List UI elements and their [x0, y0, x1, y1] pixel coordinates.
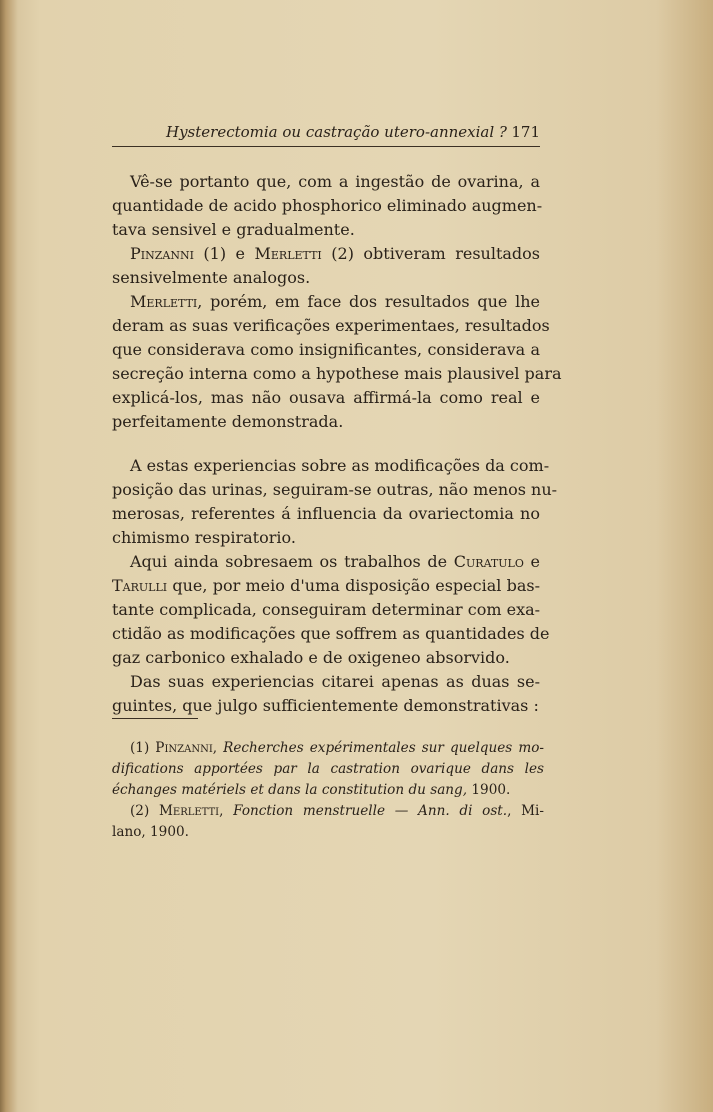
text-run: Aqui ainda sobresaem os trabalhos de: [130, 552, 454, 571]
text-run: que, por meio d'uma disposição especial bas-: [167, 576, 540, 595]
footnote-rule: [112, 718, 198, 719]
text-run: , Mi-: [507, 803, 544, 819]
text-line: [112, 574, 540, 598]
text-line: quantidade de acido phosphorico eliminado augmen-: [112, 196, 543, 215]
text-line: tava sensivel e gradualmente.: [112, 220, 355, 239]
citation-title: Recherches expérimentales sur quelques mo-: [223, 740, 544, 756]
footnotes: [112, 738, 544, 843]
text-line: secreção interna como a hypothese mais plausivel para: [112, 364, 562, 383]
text-line: A estas experiencias sobre as modificações da com-: [130, 456, 550, 475]
footnote-marker: (2): [130, 803, 159, 819]
author-name: Pinzanni: [130, 244, 194, 263]
running-title: Hysterectomia ou castração utero-annexial ?: [166, 123, 507, 141]
footnote-line: [112, 801, 544, 822]
page-number: 171: [511, 123, 540, 141]
text-line: explicá-los, mas não ousava affirmá-la como real e: [112, 388, 540, 407]
text-run: e: [523, 552, 540, 571]
text-line: perfeitamente demonstrada.: [112, 412, 344, 431]
footnote-line: [112, 780, 544, 801]
text-line: sensivelmente analogos.: [112, 268, 311, 287]
text-run: (2) obtiveram resultados: [321, 244, 541, 263]
running-head: [112, 121, 540, 143]
text-line: merosas, referentes á influencia da ovariectomia no: [112, 504, 540, 523]
header-rule: [112, 146, 540, 147]
text-line: posição das urinas, seguiram-se outras, não menos nu-: [112, 480, 558, 499]
text-line: gaz carbonico exhalado e de oxigeneo absorvido.: [112, 648, 510, 667]
text-line: ctidão as modificações que soffrem as quantidades de: [112, 624, 550, 643]
footnote-line: [112, 738, 544, 759]
author-name: Merletti: [158, 803, 220, 819]
text-line: Vê-se portanto que, com a ingestão de ovarina, a: [130, 172, 540, 191]
text-line: que considerava como insignificantes, considerava a: [112, 340, 540, 359]
text-run: ,: [212, 740, 224, 756]
paragraph-gap: [112, 434, 540, 454]
footnote-line: difications apportées par la castration ovarique dans les: [112, 761, 544, 777]
citation-title: échanges matériels et dans la constitution du sang,: [112, 782, 468, 798]
author-name: Merletti: [130, 292, 198, 311]
citation-title: Fonction menstruelle — Ann. di ost.: [233, 803, 508, 819]
text-run: , porém, em face dos resultados que lhe: [197, 292, 540, 311]
footnote-line: lano, 1900.: [112, 824, 189, 840]
author-name: Pinzanni: [155, 740, 213, 756]
text-run: 1900.: [467, 782, 511, 798]
text-line: [112, 242, 540, 266]
text-line: tante complicada, conseguiram determinar com exa-: [112, 600, 541, 619]
author-name: Tarulli: [112, 576, 168, 595]
author-name: Merletti: [254, 244, 322, 263]
author-name: Curatulo: [453, 552, 524, 571]
text-line: Das suas experiencias citarei apenas as duas se-: [130, 672, 540, 691]
body-text: [112, 170, 562, 718]
text-line: deram as suas verificações experimentaes, resultados: [112, 316, 550, 335]
text-line: chimismo respiratorio.: [112, 528, 296, 547]
footnote-marker: (1): [130, 740, 156, 756]
text-line: [112, 290, 540, 314]
text-line: [112, 550, 540, 574]
text-run: ,: [219, 803, 234, 819]
text-run: (1) e: [193, 244, 255, 263]
text-line: guintes, que julgo sufficientemente demonstrativas :: [112, 696, 539, 715]
